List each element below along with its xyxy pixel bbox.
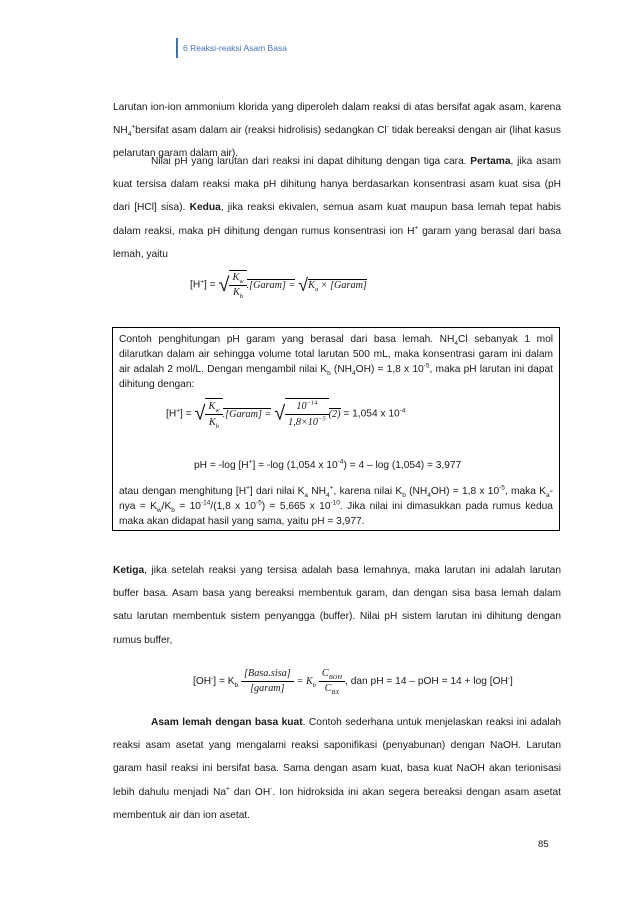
sqrt-sign: √ xyxy=(218,274,230,296)
text: ] = xyxy=(179,408,192,420)
text: (NH xyxy=(405,486,428,497)
formula-h-plus xyxy=(190,270,367,300)
chapter-header xyxy=(176,38,287,58)
text: OH) = 1,8 x 10 xyxy=(430,486,500,497)
sqrt-sign: √ xyxy=(274,402,286,425)
text: [H xyxy=(166,408,177,420)
sup: - xyxy=(270,785,273,793)
text: atau dengan menghitung [H xyxy=(119,486,247,497)
fraction xyxy=(285,398,328,430)
sup: + xyxy=(200,278,204,286)
fraction xyxy=(319,667,345,696)
text: [garam] xyxy=(250,683,285,694)
text: Contoh penghitungan pH garam yang berasal dari basa lemah. NH xyxy=(119,334,455,345)
text: ) = 4 – log (1,054) = 3,977 xyxy=(343,460,462,471)
text: , jika asam kuat tersisa dalam reaksi maka pH dihitung hanya berdasarkan konsentrasi asam kuat sisa (pH dari [HCl] sisa). xyxy=(113,156,561,214)
text: 10 xyxy=(296,401,307,412)
sub: 4 xyxy=(427,492,431,500)
text: K xyxy=(208,401,216,412)
sub: b xyxy=(402,492,406,500)
sup: -4 xyxy=(337,458,344,466)
sub: w xyxy=(156,507,162,515)
sup: + xyxy=(176,407,180,415)
text: . Jika nilai ini dimasukkan pada rumus kedua maka akan didapat hasil yang sama, yaitu pH = 3,977. xyxy=(119,501,553,527)
sqrt-sign: √ xyxy=(194,402,206,425)
sqrt-sign: √ xyxy=(298,275,309,295)
bold-asam-lemah: Asam lemah dengan basa kuat xyxy=(151,717,303,728)
bold-ketiga: Ketiga xyxy=(113,565,145,576)
text: = 1,054 x 10 xyxy=(340,408,400,420)
text: = 10 xyxy=(174,501,201,512)
text: , karena nilai K xyxy=(333,486,403,497)
text: = K xyxy=(296,676,313,688)
sup: −5 xyxy=(317,415,326,423)
paragraph-methods xyxy=(113,150,561,266)
sup: -5 xyxy=(255,499,262,507)
sub: BOH xyxy=(328,674,343,682)
text: . Contoh sederhana untuk menjelaskan reaksi ini adalah reaksi asam asetat yang mengalami reaksi saponifikasi (penyabunan) dengan NaOH. Larutan garam hasil reaksi ini bersifat basa. Sama dengan asam kuat, basa kuat NaOH akan terionisasi lebih dahulu menjadi Na xyxy=(113,717,562,798)
text: .[Garam] = xyxy=(246,279,296,291)
sub: a xyxy=(304,492,309,500)
box-intro xyxy=(119,332,553,392)
text: , jika reaksi ekivalen, semua asam kuat maupun basa lemah tepat habis dalam reaksi, maka pH dihitung dengan rumus konsentrasi ion H xyxy=(113,202,561,237)
text: Cl sebanyak 1 mol dilarutkan dalam air sehingga volume total larutan 500 mL, maka konsentrasi garam ini dalam air adalah 2 mol/L. Dengan mengambil nilai K xyxy=(119,334,553,375)
text: (2) xyxy=(328,408,341,420)
text: ) = 5,665 x 10 xyxy=(261,501,331,512)
sub: 4 xyxy=(127,131,132,139)
text: ] = K xyxy=(213,676,235,688)
page-number: 85 xyxy=(538,839,549,850)
text: bersifat asam dalam air (reaksi hidrolisis) sedangkan Cl xyxy=(135,125,387,137)
text: K xyxy=(232,287,240,298)
paragraph-asam-lemah xyxy=(113,711,561,827)
text: garam yang berasal dari basa lemah, yaitu xyxy=(113,225,561,260)
fraction xyxy=(205,398,222,430)
text: × [Garam] xyxy=(318,279,367,291)
text: dan OH xyxy=(229,786,271,798)
text: [OH xyxy=(193,676,212,688)
sup: + xyxy=(226,785,230,793)
text: /(1,8 x 10 xyxy=(210,501,256,512)
text: ] xyxy=(510,676,513,688)
sub: w xyxy=(215,407,220,415)
text: , dan pH = 14 – pOH = 14 + log [OH xyxy=(345,676,508,688)
sup: + xyxy=(131,123,136,131)
sub: 4 xyxy=(326,492,330,500)
sup: + xyxy=(329,484,334,492)
box-formula xyxy=(166,398,405,430)
text: . Ion hidroksida ini akan segera bereaksi dengan asam asetat membentuk air dan ion asetat. xyxy=(113,786,561,821)
sub: b xyxy=(239,293,244,301)
text: Nilai pH yang larutan dari reaksi ini dapat dihitung dengan tiga cara. xyxy=(151,156,471,167)
formula-oh-minus xyxy=(193,667,513,696)
text: OH) = 1,8 x 10 xyxy=(355,364,424,375)
text: NH xyxy=(308,486,327,497)
sub: b xyxy=(171,507,175,515)
sup: -14 xyxy=(200,499,211,507)
sup: -4 xyxy=(399,407,406,415)
fraction xyxy=(229,270,246,300)
text: C xyxy=(324,683,332,694)
sup: -5 xyxy=(499,484,505,492)
text: K xyxy=(208,417,216,428)
sub: w xyxy=(239,278,244,286)
text: ] dari nilai K xyxy=(249,486,305,497)
fraction xyxy=(241,667,294,696)
bold-pertama: Pertama xyxy=(470,156,511,167)
sup: + xyxy=(246,484,250,492)
example-box xyxy=(112,327,560,531)
sup: - xyxy=(507,674,511,682)
sub: 4 xyxy=(352,370,356,378)
text: .[Garam] = xyxy=(222,408,272,420)
sub: b xyxy=(234,682,239,690)
text: /K xyxy=(161,501,172,512)
text: ] = xyxy=(203,279,216,291)
sub: b xyxy=(327,370,331,378)
sup: −14 xyxy=(306,399,318,407)
sub: b xyxy=(312,682,317,690)
sub: 4 xyxy=(454,340,459,348)
text: -nya = K xyxy=(119,486,554,512)
sub: a xyxy=(314,285,319,293)
box-alternative xyxy=(119,484,553,529)
sup: + xyxy=(248,458,253,466)
text: [H xyxy=(190,279,201,291)
text: , maka K xyxy=(504,486,546,497)
chapter-title: 6 Reaksi-reaksi Asam Basa xyxy=(183,43,287,53)
sub: b xyxy=(215,423,220,431)
text: Larutan ion-ion ammonium klorida yang diperoleh dalam reaksi di atas bersifat agak asam, karena NH xyxy=(113,102,561,137)
sup: - xyxy=(386,123,389,131)
sup: - xyxy=(211,674,214,682)
sup: + xyxy=(414,224,419,232)
sup: -10 xyxy=(330,499,340,507)
bold-kedua: Kedua xyxy=(189,202,221,214)
sub: a xyxy=(546,492,550,500)
sup: -5 xyxy=(423,362,430,370)
paragraph-ketiga xyxy=(113,559,561,652)
text: , maka pH larutan ini dapat dihitung dengan: xyxy=(119,364,553,390)
text: K xyxy=(232,272,240,283)
text: K xyxy=(308,279,315,291)
text: 1,8×10 xyxy=(288,417,318,428)
text: , jika setelah reaksi yang tersisa adalah basa lemahnya, maka larutan ini adalah larutan buffer basa. Asam basa yang bereaksi membentuk garam, dan dengan sisa basa lemah dalam satu larutan membentuk sistem penyangga (buffer). Nilai pH sistem larutan ini dihitung dengan rumus buffer, xyxy=(113,565,561,646)
box-ph-line xyxy=(194,458,461,473)
text: ] = -log (1,054 x 10 xyxy=(252,460,338,471)
text: C xyxy=(321,668,329,679)
text: (NH xyxy=(330,364,353,375)
text: pH = -log [H xyxy=(194,460,249,471)
sub: BX xyxy=(331,689,340,697)
text: [Basa.sisa] xyxy=(241,667,294,682)
text: tidak bereaksi dengan air (lihat kasus pelarutan garam dalam air). xyxy=(113,125,561,160)
